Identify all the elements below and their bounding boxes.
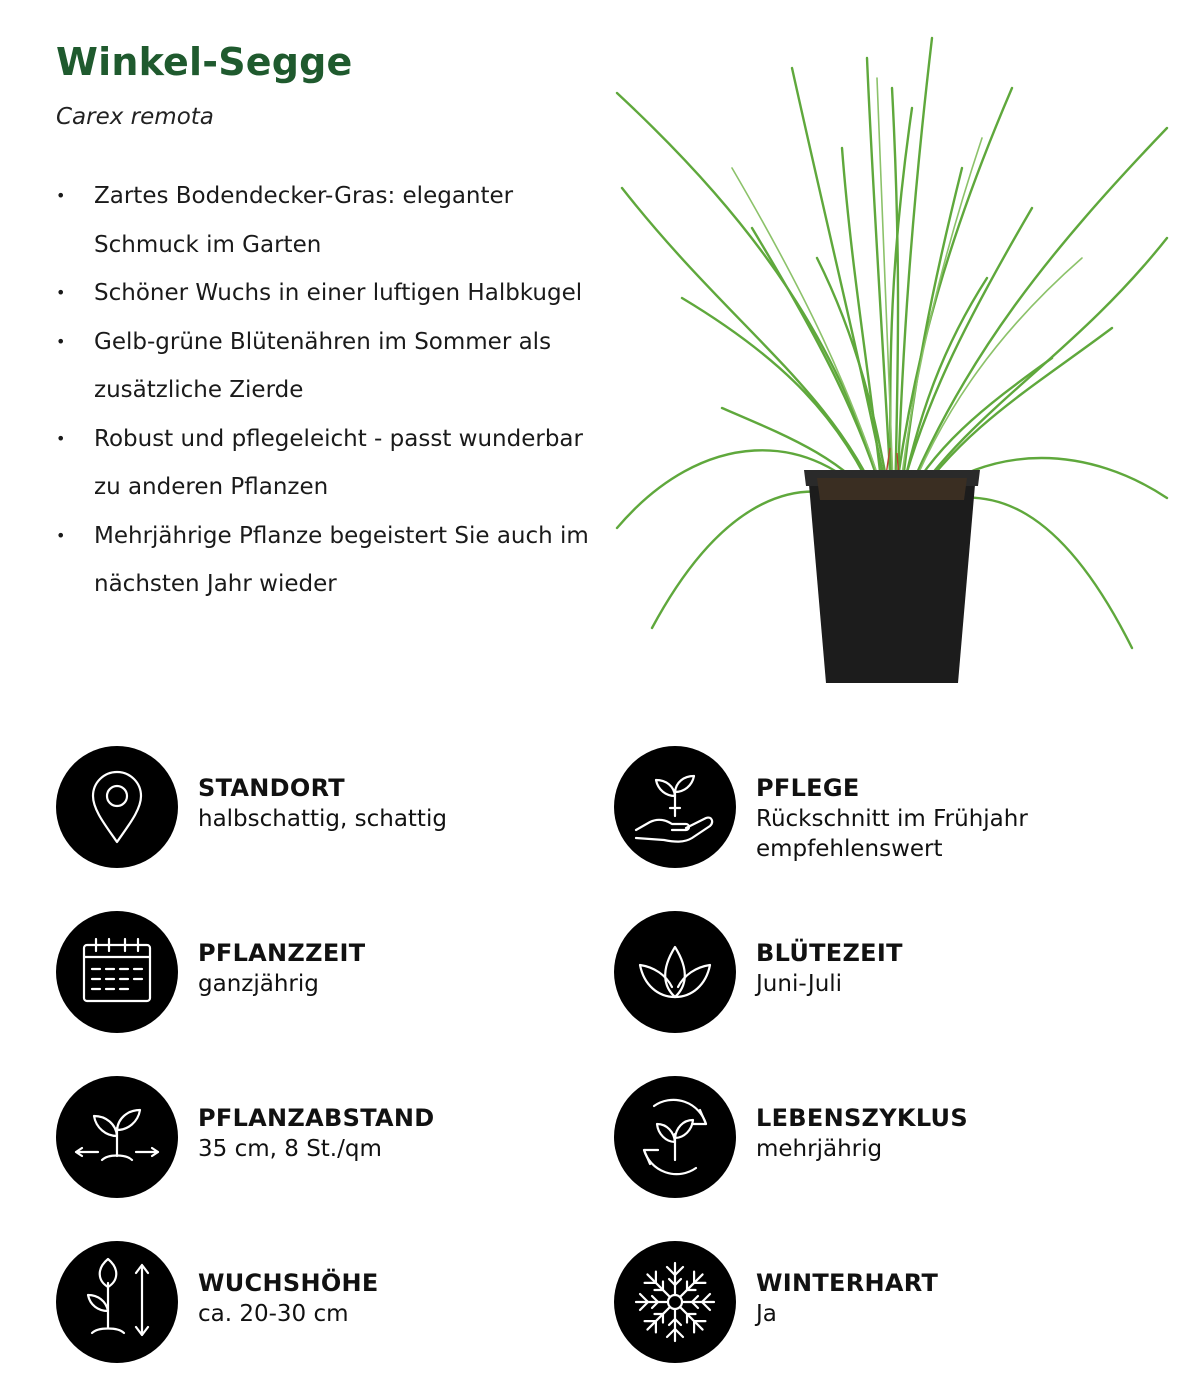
plant-pot <box>808 473 976 683</box>
attribute-label: STANDORT <box>198 774 345 802</box>
feature-text: Mehrjährige Pflanze begeistert Sie auch im nächsten Jahr wieder <box>94 522 589 597</box>
feature-item <box>56 318 596 415</box>
attribute-wuchshoehe <box>56 1241 576 1365</box>
attribute-value: Juni-Juli <box>756 971 843 997</box>
attribute-label: WUCHSHÖHE <box>198 1269 379 1297</box>
attribute-label: WINTERHART <box>756 1269 939 1297</box>
attribute-label: PFLANZABSTAND <box>198 1104 435 1132</box>
plant-height-icon <box>56 1241 178 1363</box>
attribute-lebenszyklus <box>614 1076 1134 1200</box>
feature-item <box>56 512 596 609</box>
product-image <box>612 28 1172 688</box>
product-title: Winkel-Segge <box>56 40 353 84</box>
snowflake-icon <box>614 1241 736 1363</box>
attribute-value: 35 cm, 8 St./qm <box>198 1136 382 1162</box>
bullet-icon: • <box>56 186 66 205</box>
attribute-winterhart <box>614 1241 1134 1365</box>
location-pin-icon <box>56 746 178 868</box>
lotus-flower-icon <box>614 911 736 1033</box>
attribute-label: PFLANZZEIT <box>198 939 366 967</box>
attribute-pflanzabstand <box>56 1076 576 1200</box>
feature-list <box>56 172 596 609</box>
feature-item <box>56 415 596 512</box>
icon-circle <box>614 911 736 1033</box>
feature-text: Zartes Bodendecker-Gras: eleganter Schmuck im Garten <box>94 183 514 258</box>
attribute-bluetezeit <box>614 911 1134 1035</box>
attribute-value: Rückschnitt im Frühjahr empfehlenswert <box>756 806 1028 862</box>
attribute-label: BLÜTEZEIT <box>756 939 903 967</box>
icon-circle <box>56 911 178 1033</box>
recycle-plant-icon <box>614 1076 736 1198</box>
feature-text: Gelb-grüne Blütenähren im Sommer als zusätzliche Zierde <box>94 328 552 403</box>
feature-item <box>56 172 596 269</box>
bullet-icon: • <box>56 428 66 448</box>
bullet-icon: • <box>56 525 66 545</box>
attribute-label: LEBENSZYKLUS <box>756 1104 968 1132</box>
feature-text: Robust und pflegeleicht - passt wunderbar zu anderen Pflanzen <box>94 425 583 500</box>
attribute-pflanzzeit <box>56 911 576 1035</box>
bullet-icon: • <box>56 283 66 302</box>
attribute-value: mehrjährig <box>756 1136 883 1162</box>
icon-circle <box>614 1076 736 1198</box>
calendar-icon <box>56 911 178 1033</box>
icon-circle <box>614 746 736 868</box>
icon-circle <box>56 1076 178 1198</box>
icon-circle <box>614 1241 736 1363</box>
soil <box>817 478 967 500</box>
attribute-value: ca. 20-30 cm <box>198 1301 349 1327</box>
attribute-label: PFLEGE <box>756 774 860 802</box>
seedling-hand-icon <box>614 746 736 868</box>
attribute-pflege <box>614 746 1134 870</box>
botanical-name: Carex remota <box>56 104 214 130</box>
icon-circle <box>56 1241 178 1363</box>
icon-circle <box>56 746 178 868</box>
feature-text: Schöner Wuchs in einer luftigen Halbkugel <box>94 280 583 306</box>
attribute-value: halbschattig, schattig <box>198 806 447 832</box>
attribute-standort <box>56 746 576 870</box>
plant-spacing-icon <box>56 1076 178 1198</box>
bullet-icon: • <box>56 331 66 351</box>
attribute-value: Ja <box>756 1301 777 1327</box>
attribute-value: ganzjährig <box>198 971 319 997</box>
feature-item <box>56 269 596 318</box>
